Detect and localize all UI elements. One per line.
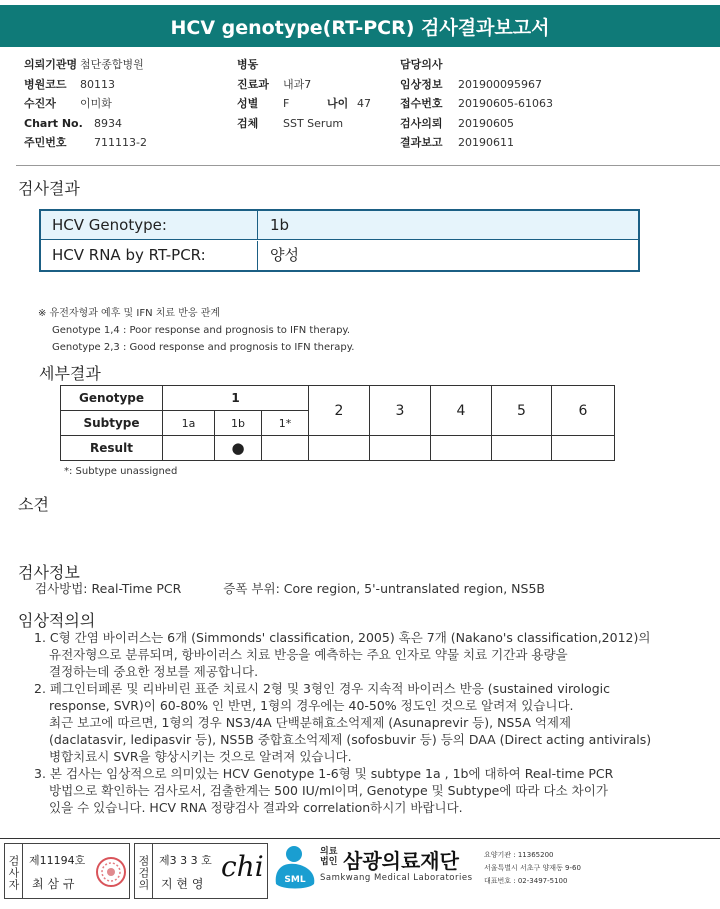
org-prefix-text: 의료법인 xyxy=(320,847,338,867)
clinical-line: response, SVR)이 60-80% 인 반면, 1형의 경우에는 40-50% 정도인 것으로 알려져 있습니다. xyxy=(49,698,574,714)
genotype-label: Genotype xyxy=(61,386,163,411)
divider xyxy=(16,165,720,166)
genotype-1: 1 xyxy=(163,386,309,411)
info-label: 병동 xyxy=(237,58,259,71)
info-label: 임상정보 xyxy=(400,77,443,91)
clinical-line: 1. C형 간염 바이러스는 6개 (Simmonds' classification, 2005) 혹은 7개 (Nakano's classification,2012)의 xyxy=(34,630,651,645)
result-label: HCV RNA by RT-PCR: xyxy=(41,241,258,270)
info-label: 수진자 xyxy=(24,97,56,110)
checker-label: 점검의 xyxy=(135,844,153,898)
clinical-heading: 임상적의의 xyxy=(18,611,96,630)
footer-divider xyxy=(0,838,720,839)
info-label: 병원코드 xyxy=(24,77,67,91)
clinical-line: 3. 본 검사는 임상적으로 의미있는 HCV Genotype 1-6형 및 subtype 1a , 1b에 대하여 Real-time PCR xyxy=(34,766,614,782)
result-cell xyxy=(492,436,552,461)
clinical-line: 있을 수 있습니다. HCV RNA 정량검사 결과와 correlation하시기 바랍니다. xyxy=(49,799,463,815)
info-label: 의뢰기관명 xyxy=(24,58,78,71)
org-prefix xyxy=(320,847,342,867)
org-contact xyxy=(484,849,581,888)
clinical-list xyxy=(34,630,714,817)
inspector-box xyxy=(4,843,130,899)
genotype-4: 4 xyxy=(431,386,492,436)
info-value: F xyxy=(283,97,290,110)
org-name: 삼광의료재단 xyxy=(343,849,459,873)
checker-name: 지 현 영 xyxy=(161,877,204,891)
clinical-line: 병합치료시 SVR을 향상시키는 것으로 알려져 있습니다. xyxy=(49,748,352,764)
result-box xyxy=(39,209,640,272)
result-cell xyxy=(309,436,370,461)
result-cell xyxy=(163,436,215,461)
test-info-heading: 검사정보 xyxy=(18,563,80,582)
subtype-1b: 1b xyxy=(215,411,262,436)
clinical-item xyxy=(34,766,714,816)
clinical-line: (daclatasvir, ledipasvir 등), NS5B 중합효소억제제 (sofosbuvir 등) 등의 DAA (Direct acting antivirals) xyxy=(49,731,652,747)
patient-col1 xyxy=(24,55,224,153)
clinical-line: 방법으로 확인하는 검사로서, 검출한계는 500 IU/ml이며, Genotype 및 Subtype에 따라 다소 차이가 xyxy=(49,783,608,799)
info-value: 20190605 xyxy=(458,116,514,130)
info-value: 이미화 xyxy=(80,97,112,110)
method-value: Real-Time PCR xyxy=(91,581,182,596)
result-row-label: Result xyxy=(61,436,163,461)
info-label: 결과보고 xyxy=(400,136,443,149)
clinical-line: 2. 페그인터페론 및 리바비린 표준 치료시 2형 및 3형인 경우 지속적 바이러스 반응 (sustained virologic xyxy=(34,681,610,697)
org-english: Samkwang Medical Laboratories xyxy=(320,873,473,883)
clinical-item xyxy=(34,681,714,765)
result-cell xyxy=(370,436,431,461)
subtype-footnote: *: Subtype unassigned xyxy=(64,466,178,477)
result-cell xyxy=(262,436,309,461)
contact-line: 서울특별시 서초구 양재동 9-60 xyxy=(484,864,581,872)
genotype-6: 6 xyxy=(552,386,615,436)
info-value: 20190605-61063 xyxy=(458,97,553,110)
info-label: 담당의사 xyxy=(400,58,443,71)
result-cell xyxy=(552,436,615,461)
info-label: Chart No. xyxy=(24,116,83,130)
ifn-notes xyxy=(38,305,354,356)
contact-line: 대표번호 : 02-3497-5100 xyxy=(484,877,568,885)
seal-stamp-icon xyxy=(95,854,127,890)
checker-no: 제3 3 3 호 xyxy=(159,854,212,867)
detail-heading: 세부결과 xyxy=(39,364,101,383)
clinical-item xyxy=(34,630,714,680)
info-label: 접수번호 xyxy=(400,97,443,110)
patient-col2 xyxy=(237,55,397,133)
result-row xyxy=(41,211,638,240)
patient-col3 xyxy=(400,55,600,153)
report-title: HCV genotype(RT-PCR) 검사결과보고서 xyxy=(0,5,720,47)
info-value: 201900095967 xyxy=(458,77,542,91)
note-line: Genotype 2,3 : Good response and prognosis to IFN therapy. xyxy=(52,342,355,353)
info-value: 20190611 xyxy=(458,136,514,149)
info-value: 첨단종합병원 xyxy=(80,58,144,71)
region-value: Core region, 5'-untranslated region, NS5B xyxy=(283,581,545,596)
clinical-line: 최근 보고에 따르면, 1형의 경우 NS3/4A 단백분해효소억제제 (Asunaprevir 등), NS5A 억제제 xyxy=(49,714,572,730)
test-info-line xyxy=(35,579,545,597)
info-label: 검사의뢰 xyxy=(400,116,443,130)
contact-line: 요양기관 : 11365200 xyxy=(484,851,554,859)
info-label: 성별 xyxy=(237,97,259,110)
info-value: 8934 xyxy=(94,116,122,130)
genotype-5: 5 xyxy=(492,386,552,436)
inspector-no: 제11194호 xyxy=(29,854,86,867)
inspector-name: 최 삼 규 xyxy=(32,877,75,891)
genotype-3: 3 xyxy=(370,386,431,436)
note-line: ※ 유전자형과 예후 및 IFN 치료 반응 관계 xyxy=(38,308,221,319)
region-label: 증폭 부위: xyxy=(223,581,280,596)
subtype-1star: 1* xyxy=(262,411,309,436)
genotype-table xyxy=(60,385,615,461)
result-mark: ● xyxy=(215,436,262,461)
result-value: 양성 xyxy=(270,246,299,264)
subtype-label: Subtype xyxy=(61,411,163,436)
sml-logo-icon xyxy=(272,844,318,892)
genotype-2: 2 xyxy=(309,386,370,436)
age-value: 47 xyxy=(357,97,371,110)
note-line: Genotype 1,4 : Poor response and prognosis to IFN therapy. xyxy=(52,325,351,336)
method-label: 검사방법: xyxy=(35,581,88,596)
info-value: 711113-2 xyxy=(94,136,147,149)
info-value: 내과7 xyxy=(283,77,312,91)
info-label: 진료과 xyxy=(237,77,269,91)
result-row xyxy=(41,241,638,270)
clinical-line: 유전자형으로 분류되며, 항바이러스 치료 반응을 예측하는 주요 인자로 약물 치료 기간과 용량을 xyxy=(49,646,568,662)
clinical-line: 결정하는데 중요한 정보를 제공합니다. xyxy=(49,663,259,679)
info-label: 검체 xyxy=(237,116,259,130)
info-value: 80113 xyxy=(80,77,115,91)
inspector-label: 검사자 xyxy=(5,844,23,898)
opinion-heading: 소견 xyxy=(18,495,49,514)
checker-box xyxy=(134,843,268,899)
age-label: 나이 xyxy=(327,97,349,110)
subtype-1a: 1a xyxy=(163,411,215,436)
result-value: 1b xyxy=(270,216,290,234)
result-label: HCV Genotype: xyxy=(41,211,258,239)
result-cell xyxy=(431,436,492,461)
checker-signature: chi xyxy=(221,850,264,883)
logo-text: SML xyxy=(284,875,306,885)
result-heading: 검사결과 xyxy=(18,179,80,198)
info-label: 주민번호 xyxy=(24,136,67,149)
info-value: SST Serum xyxy=(283,116,344,130)
